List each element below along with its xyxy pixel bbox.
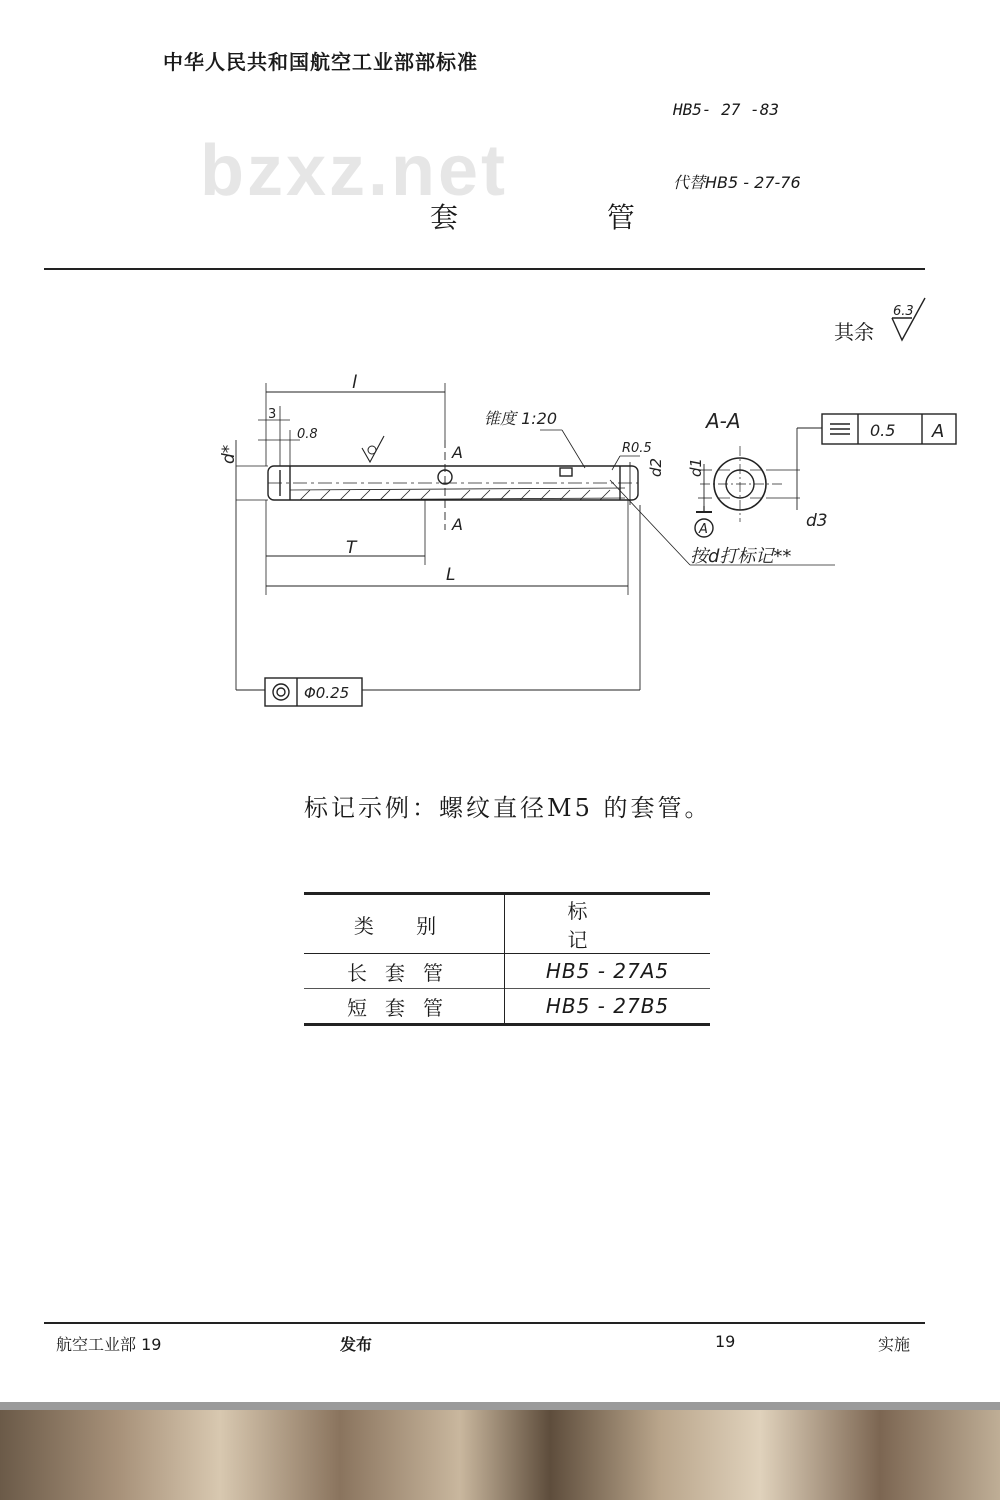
dim-T-label: T <box>346 538 357 558</box>
footer-issuer: 航空工业部 19 <box>56 1335 162 1354</box>
flatness-datum: A <box>932 421 945 442</box>
dim-d2-label: d2 <box>647 457 665 477</box>
table-header-row <box>304 894 710 954</box>
header-rule <box>44 268 925 270</box>
tube-body <box>268 466 638 500</box>
footer-published: 发布 <box>340 1335 373 1354</box>
row-mark: HB5 - 27A5 <box>545 959 670 983</box>
bottom-texture-band <box>0 1402 1000 1500</box>
coaxiality-value: Φ0.25 <box>304 684 350 702</box>
table-row <box>304 989 710 1025</box>
hatched-section <box>290 488 625 500</box>
row-category: 短套管 <box>304 989 505 1025</box>
cross-section <box>695 428 822 537</box>
surface-roughness-note: 其余 <box>834 320 874 344</box>
footer-rule <box>44 1322 925 1324</box>
table-row <box>304 954 710 989</box>
surface-roughness-value: 6.3 <box>893 304 914 319</box>
row-category: 长套管 <box>304 954 505 989</box>
dim-l-label: l <box>352 372 358 393</box>
dim-08-label: 0.8 <box>297 427 318 442</box>
marking-example: 标记示例：螺纹直径M5 的套管。 <box>304 794 712 822</box>
section-title: A-A <box>706 409 741 433</box>
row-mark: HB5 - 27B5 <box>545 994 670 1018</box>
header-mark: 标 记 <box>567 899 648 952</box>
flatness-value: 0.5 <box>870 421 896 440</box>
taper-label: 锥度 1:20 <box>484 409 558 428</box>
watermark: bzxz.net <box>200 131 509 211</box>
dim-d1-label: d1 <box>687 457 705 477</box>
marking-note: 按d打标记** <box>690 546 792 567</box>
dim-d3-label: d3 <box>806 511 828 531</box>
dim-3-label: 3 <box>268 407 277 422</box>
dim-d-star-label: d* <box>219 444 239 464</box>
organization-header: 中华人民共和国航空工业部部标准 <box>163 50 478 74</box>
header-category: 类 别 <box>304 894 505 954</box>
datum-label: A <box>699 522 708 537</box>
section-mark-top: A <box>452 443 463 462</box>
footer-effective: 实施 <box>878 1335 911 1354</box>
technical-drawing <box>190 290 980 730</box>
radius-label: R0.5 <box>622 441 652 456</box>
document-title: 套 管 <box>430 201 705 234</box>
standard-number: HB5- 27 -83 <box>673 100 779 119</box>
replaces-note: 代替HB5 - 27-76 <box>673 173 801 192</box>
dim-L-label: L <box>446 565 456 585</box>
section-mark-bottom: A <box>452 515 463 534</box>
marking-table <box>304 892 710 1026</box>
footer-year: 19 <box>715 1332 736 1351</box>
bottom-band-edge <box>0 1402 1000 1410</box>
